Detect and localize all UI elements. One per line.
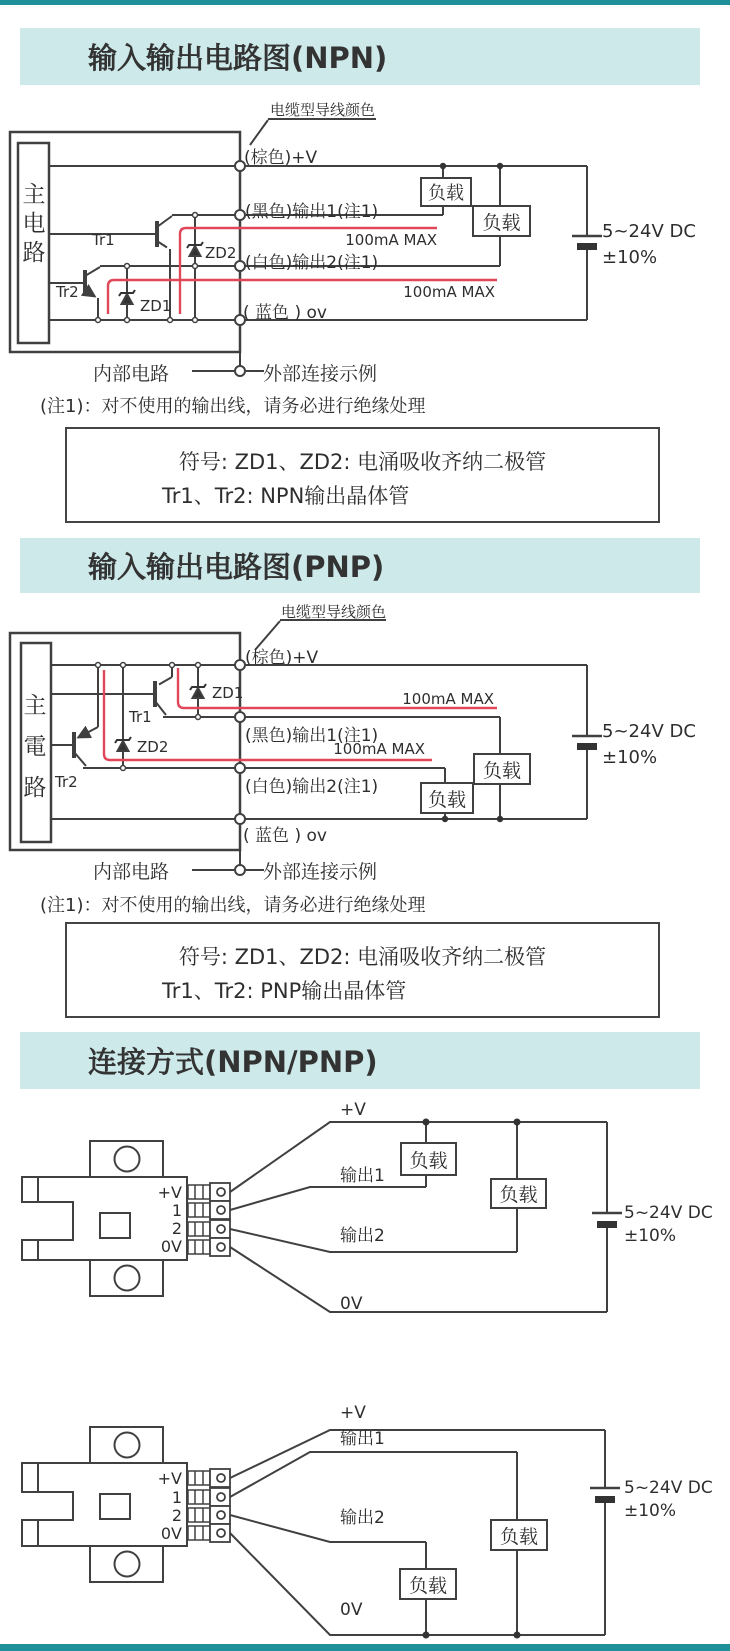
pnp-wire-black-label: (黑色)输出1(注1) (245, 726, 379, 746)
npn-power-supply-label (602, 219, 696, 271)
npn-tr2-label: Tr2 (56, 283, 79, 301)
npn-note-1: (注1)：对不使用的输出线，请务必进行绝缘处理 (40, 396, 426, 417)
npn-external-connection-label: 外部连接示例 (263, 363, 378, 385)
conn2-out2-label: 输出2 (340, 1508, 385, 1528)
pnp-wire-brown-label: (棕色)+V (245, 648, 319, 668)
conn1-power-supply-label (624, 1202, 713, 1248)
npn-load-2: 负载 (472, 205, 531, 237)
pnp-psu-voltage: 5~24V DC (602, 721, 696, 742)
section-title-pnp: 输入输出电路图(PNP) (88, 550, 385, 584)
npn-tr1-label: Tr1 (92, 231, 115, 249)
npn-zd2-label: ZD2 (205, 244, 237, 262)
conn2-terminal-2: 2 (171, 1506, 182, 1525)
conn2-load-1: 负载 (490, 1519, 548, 1551)
npn-current-max-2: 100mA MAX (403, 283, 495, 301)
section-header-npn (20, 28, 700, 85)
conn1-terminal-v: +V (157, 1183, 182, 1202)
pnp-wire-white-label: (白色)输出2(注1) (245, 777, 379, 797)
conn1-load-2: 负载 (490, 1178, 547, 1209)
npn-internal-circuit-label: 内部电路 (93, 363, 170, 385)
pnp-note-1: (注1)：对不使用的输出线，请务必进行绝缘处理 (40, 895, 426, 916)
pnp-symbol-line-1: 符号: ZD1、ZD2: 电涌吸收齐纳二极管 (178, 945, 547, 969)
connection-diagram-1-art (22, 1119, 622, 1313)
pnp-symbol-line-2: Tr1、Tr2: PNP输出晶体管 (162, 979, 407, 1003)
pnp-tr2-label: Tr2 (55, 773, 78, 791)
conn2-power-supply-label (624, 1477, 713, 1523)
npn-psu-tolerance: ±10% (602, 247, 658, 268)
conn2-0v-label: 0V (340, 1600, 363, 1620)
npn-cable-color-label: 电缆型导线颜色 (270, 101, 376, 119)
pnp-power-supply-label (602, 719, 696, 771)
conn1-0v-label: 0V (340, 1294, 363, 1314)
section-header-connection (20, 1032, 700, 1089)
conn1-out2-label: 输出2 (340, 1226, 385, 1246)
npn-wire-white-label: (白色)输出2(注1) (245, 253, 379, 273)
conn2-psu-tolerance: ±10% (624, 1501, 677, 1521)
conn1-terminal-2: 2 (171, 1219, 182, 1238)
bottom-border (0, 1644, 730, 1651)
npn-wire-brown-label: (棕色)+V (244, 148, 318, 168)
npn-symbol-box (65, 427, 660, 523)
pnp-main-circuit-label: 主電路 (23, 693, 47, 801)
pnp-wire-blue-label: ( 蓝色 ) ov (243, 826, 327, 846)
conn2-out1-label: 输出1 (340, 1429, 385, 1449)
conn2-terminal-v: +V (157, 1469, 182, 1488)
pnp-load-1: 负载 (473, 753, 531, 785)
pnp-symbol-box (65, 922, 660, 1018)
npn-symbol-line-1: 符号: ZD1、ZD2: 电涌吸收齐纳二极管 (178, 450, 547, 474)
npn-current-max-1: 100mA MAX (345, 231, 437, 249)
conn1-vplus-label: +V (340, 1100, 366, 1120)
pnp-zd1-label: ZD1 (212, 684, 244, 702)
npn-load-1: 负载 (420, 177, 472, 207)
conn1-out1-label: 输出1 (340, 1166, 385, 1186)
npn-main-circuit-label: 主电路 (22, 182, 46, 266)
section-header-pnp (20, 538, 700, 593)
npn-zd1-label: ZD1 (140, 297, 172, 315)
pnp-cable-color-label: 电缆型导线颜色 (281, 603, 387, 621)
pnp-internal-circuit-label: 内部电路 (93, 861, 170, 883)
pnp-load-2: 负载 (420, 782, 474, 814)
conn1-psu-voltage: 5~24V DC (624, 1203, 713, 1223)
conn2-terminal-0: 0V (160, 1524, 182, 1543)
pnp-current-max-1: 100mA MAX (402, 690, 494, 708)
pnp-external-connection-label: 外部连接示例 (263, 861, 378, 883)
npn-wire-blue-label: ( 蓝色 ) ov (243, 303, 327, 323)
conn1-terminal-0: 0V (160, 1237, 182, 1256)
pnp-tr1-label: Tr1 (129, 708, 152, 726)
pnp-current-max-2: 100mA MAX (333, 740, 425, 758)
npn-symbol-line-2: Tr1、Tr2: NPN输出晶体管 (162, 484, 410, 508)
conn1-load-1: 负载 (400, 1142, 457, 1176)
section-title-npn: 输入输出电路图(NPN) (88, 41, 388, 75)
section-title-connection: 连接方式(NPN/PNP) (88, 1045, 378, 1079)
conn2-load-2: 负载 (399, 1568, 457, 1600)
pnp-psu-tolerance: ±10% (602, 747, 658, 768)
conn2-psu-voltage: 5~24V DC (624, 1478, 713, 1498)
conn1-terminal-1: 1 (171, 1201, 182, 1220)
conn2-vplus-label: +V (340, 1403, 366, 1423)
conn2-terminal-1: 1 (171, 1488, 182, 1507)
npn-wire-black-label: (黑色)输出1(注1) (245, 202, 379, 222)
pnp-zd2-label: ZD2 (137, 738, 169, 756)
npn-psu-voltage: 5~24V DC (602, 221, 696, 242)
conn1-psu-tolerance: ±10% (624, 1226, 677, 1246)
